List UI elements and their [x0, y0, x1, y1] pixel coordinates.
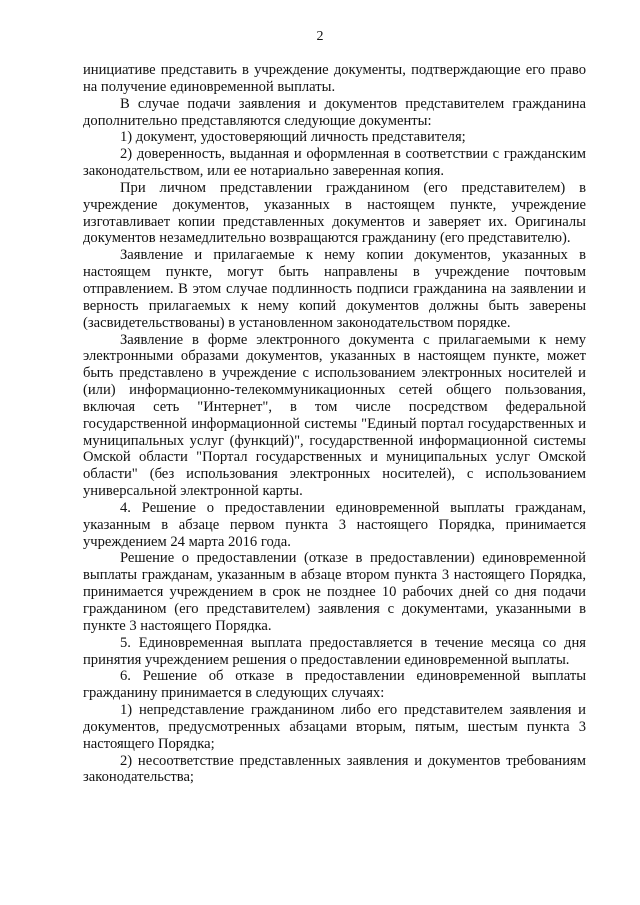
paragraph: В случае подачи заявления и документов представителем гражданина дополнительно представляются следующие документы:: [83, 95, 586, 129]
paragraph: Заявление в форме электронного документа с прилагаемыми к нему электронными образами документов, указанных в настоящем пункте, может быть представлено в учреждение с использованием электронных носителей и (или) информационно-телекоммуникационных сетей общего пользования, включая сеть "Интернет", в том числе посредством федеральной государственной информационной системы "Единый портал государственных и муниципальных услуг (функций)", государственной информационной системы Омской области "Портал государственных и муниципальных услуг Омской области" (без использования электронных носителей), с использованием универсальной электронной карты.: [83, 331, 586, 500]
paragraph: При личном представлении гражданином (его представителем) в учреждение документов, указанных в настоящем пункте, учреждение изготавливает копии представленных документов и заверяет их. Оригиналы документов незамедлительно возвращаются гражданину (его представителю).: [83, 179, 586, 247]
list-item: 2) доверенность, выданная и оформленная в соответствии с гражданским законодательством, или ее нотариально заверенная копия.: [83, 146, 586, 180]
paragraph: 6. Решение об отказе в предоставлении единовременной выплаты гражданину принимается в следующих случаях:: [83, 668, 586, 702]
paragraph: Заявление и прилагаемые к нему копии документов, указанных в настоящем пункте, могут быть направлены в учреждение почтовым отправлением. В этом случае подлинность подписи гражданина на заявлении и верность прилагаемых к нему копий документов должны быть заверены (засвидетельствованы) в установленном законодательством порядке.: [83, 247, 586, 331]
list-item: 2) несоответствие представленных заявления и документов требованиям законодательства;: [83, 752, 586, 786]
list-item: 1) непредставление гражданином либо его представителем заявления и документов, предусмотренных абзацами вторым, пятым, шестым пункта 3 настоящего Порядка;: [83, 702, 586, 752]
paragraph: Решение о предоставлении (отказе в предоставлении) единовременной выплаты гражданам, указанным в абзаце втором пункта 3 настоящего Порядка, принимается учреждением в срок не позднее 10 рабочих дней со дня подачи гражданином (его представителем) заявления с документами, указанными в пункте 3 настоящего Порядка.: [83, 550, 586, 634]
paragraph: 4. Решение о предоставлении единовременной выплаты гражданам, указанным в абзаце первом пункта 3 настоящего Порядка, принимается учреждением 24 марта 2016 года.: [83, 499, 586, 550]
list-item: 1) документ, удостоверяющий личность представителя;: [120, 129, 466, 146]
paragraph: 5. Единовременная выплата предоставляется в течение месяца со дня принятия учреждением решения о предоставлении единовременной выплаты.: [83, 634, 586, 668]
document-body: [83, 62, 586, 786]
paragraph: инициативе представить в учреждение документы, подтверждающие его право на получение единовременной выплаты.: [83, 62, 586, 95]
page-number: 2: [316, 29, 324, 44]
